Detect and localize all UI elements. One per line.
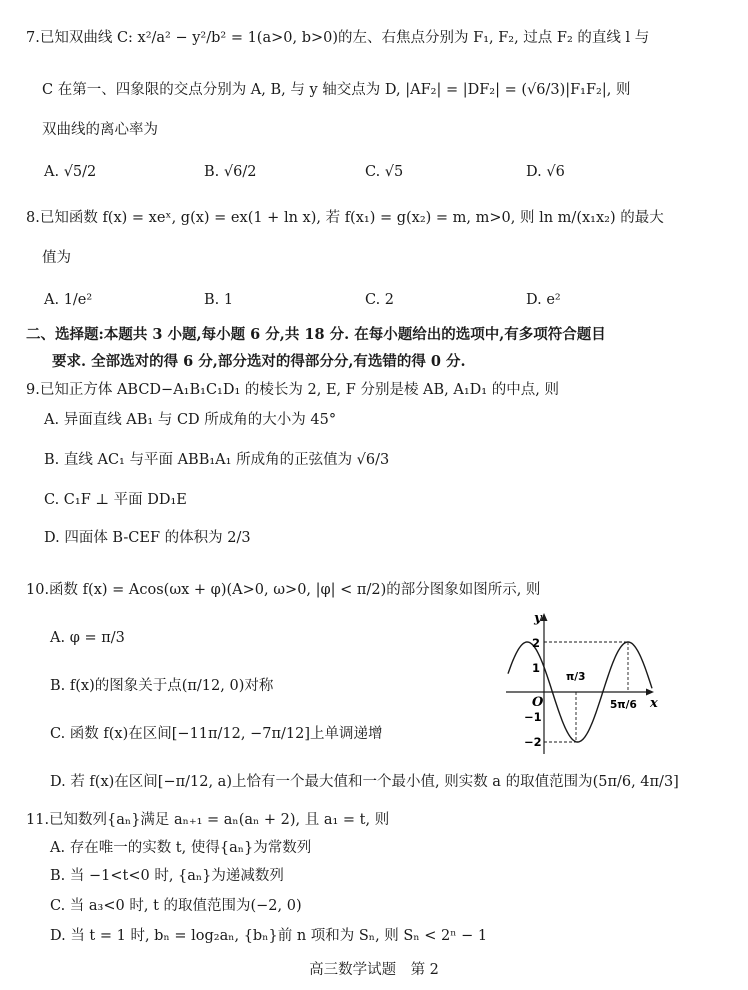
y-tick-neg1: −1 (524, 710, 542, 724)
x-axis-label: x (650, 696, 658, 711)
q10-option-b: B. f(x)的图象关于点(π/12, 0)对称 (50, 678, 274, 694)
q7-option-a: A. √5/2 (44, 164, 97, 180)
q8-option-c: C. 2 (365, 292, 395, 308)
q11-option-d: D. 当 t = 1 时, bₙ = log₂aₙ, {bₙ}前 n 项和为 Sₙ, 则 Sₙ < 2ⁿ − 1 (50, 928, 488, 944)
q8-option-d: D. e² (526, 292, 561, 308)
x-tick-5pi6: 5π/6 (610, 699, 637, 711)
page-footer: 高三数学试题 第 2 (309, 962, 439, 978)
q11-option-b: B. 当 −1<t<0 时, {aₙ}为递减数列 (50, 868, 284, 884)
q9-option-c: C. C₁F ⊥ 平面 DD₁E (44, 492, 187, 508)
q7-option-b: B. √6/2 (204, 164, 257, 180)
y-tick-2: 2 (532, 636, 541, 650)
q8-stem-line2: 值为 (42, 250, 71, 266)
q10-stem: 10.函数 f(x) = Acos(ωx + φ)(A>0, ω>0, |φ| < π/2)的部分图象如图所示, 则 (26, 582, 541, 598)
q7-stem-line3: 双曲线的离心率为 (42, 122, 158, 138)
x-axis-arrow (646, 689, 654, 696)
q7-option-d: D. √6 (526, 164, 565, 180)
q9-option-b: B. 直线 AC₁ 与平面 ABB₁A₁ 所成角的正弦值为 √6/3 (44, 452, 390, 468)
q7-stem-line2: C 在第一、四象限的交点分别为 A, B, 与 y 轴交点为 D, |AF₂| = |DF₂| = (√6/3)|F₁F₂|, 则 (42, 82, 631, 98)
q9-option-a: A. 异面直线 AB₁ 与 CD 所成角的大小为 45° (44, 412, 337, 428)
section2-heading-line2: 要求. 全部选对的得 6 分,部分选对的得部分分,有选错的得 0 分. (52, 353, 466, 370)
x-tick-pi3: π/3 (566, 671, 586, 683)
q7-stem-line1: 7.已知双曲线 C: x²/a² − y²/b² = 1(a>0, b>0)的左、右焦点分别为 F₁, F₂, 过点 F₂ 的直线 l 与 (26, 30, 650, 46)
q11-option-c: C. 当 a₃<0 时, t 的取值范围为(−2, 0) (50, 898, 302, 914)
q9-option-d: D. 四面体 B-CEF 的体积为 2/3 (44, 530, 251, 546)
y-tick-1: 1 (532, 661, 541, 675)
q8-option-b: B. 1 (204, 292, 234, 308)
q10-option-d: D. 若 f(x)在区间[−π/12, a)上恰有一个最大值和一个最小值, 则实数 a 的取值范围为(5π/6, 4π/3] (50, 774, 679, 790)
q10-cosine-graph (500, 608, 660, 758)
q10-option-a: A. φ = π/3 (50, 630, 125, 646)
q9-stem: 9.已知正方体 ABCD−A₁B₁C₁D₁ 的棱长为 2, E, F 分别是棱 AB, A₁D₁ 的中点, 则 (26, 382, 559, 398)
y-tick-neg2: −2 (524, 735, 542, 749)
origin-label: O (532, 695, 544, 710)
q11-option-a: A. 存在唯一的实数 t, 使得{aₙ}为常数列 (50, 840, 312, 856)
q7-option-c: C. √5 (365, 164, 404, 180)
q8-stem-line1: 8.已知函数 f(x) = xeˣ, g(x) = ex(1 + ln x), 若 f(x₁) = g(x₂) = m, m>0, 则 ln m/(x₁x₂) 的最大 (26, 210, 664, 226)
q11-stem: 11.已知数列{aₙ}满足 aₙ₊₁ = aₙ(aₙ + 2), 且 a₁ = t, 则 (26, 812, 390, 828)
q8-option-a: A. 1/e² (44, 292, 93, 308)
q10-option-c: C. 函数 f(x)在区间[−11π/12, −7π/12]上单调递增 (50, 726, 383, 742)
y-axis-label: y (534, 611, 542, 626)
section2-heading-line1: 二、选择题:本题共 3 小题,每小题 6 分,共 18 分. 在每小题给出的选项中,有多项符合题目 (26, 326, 606, 343)
